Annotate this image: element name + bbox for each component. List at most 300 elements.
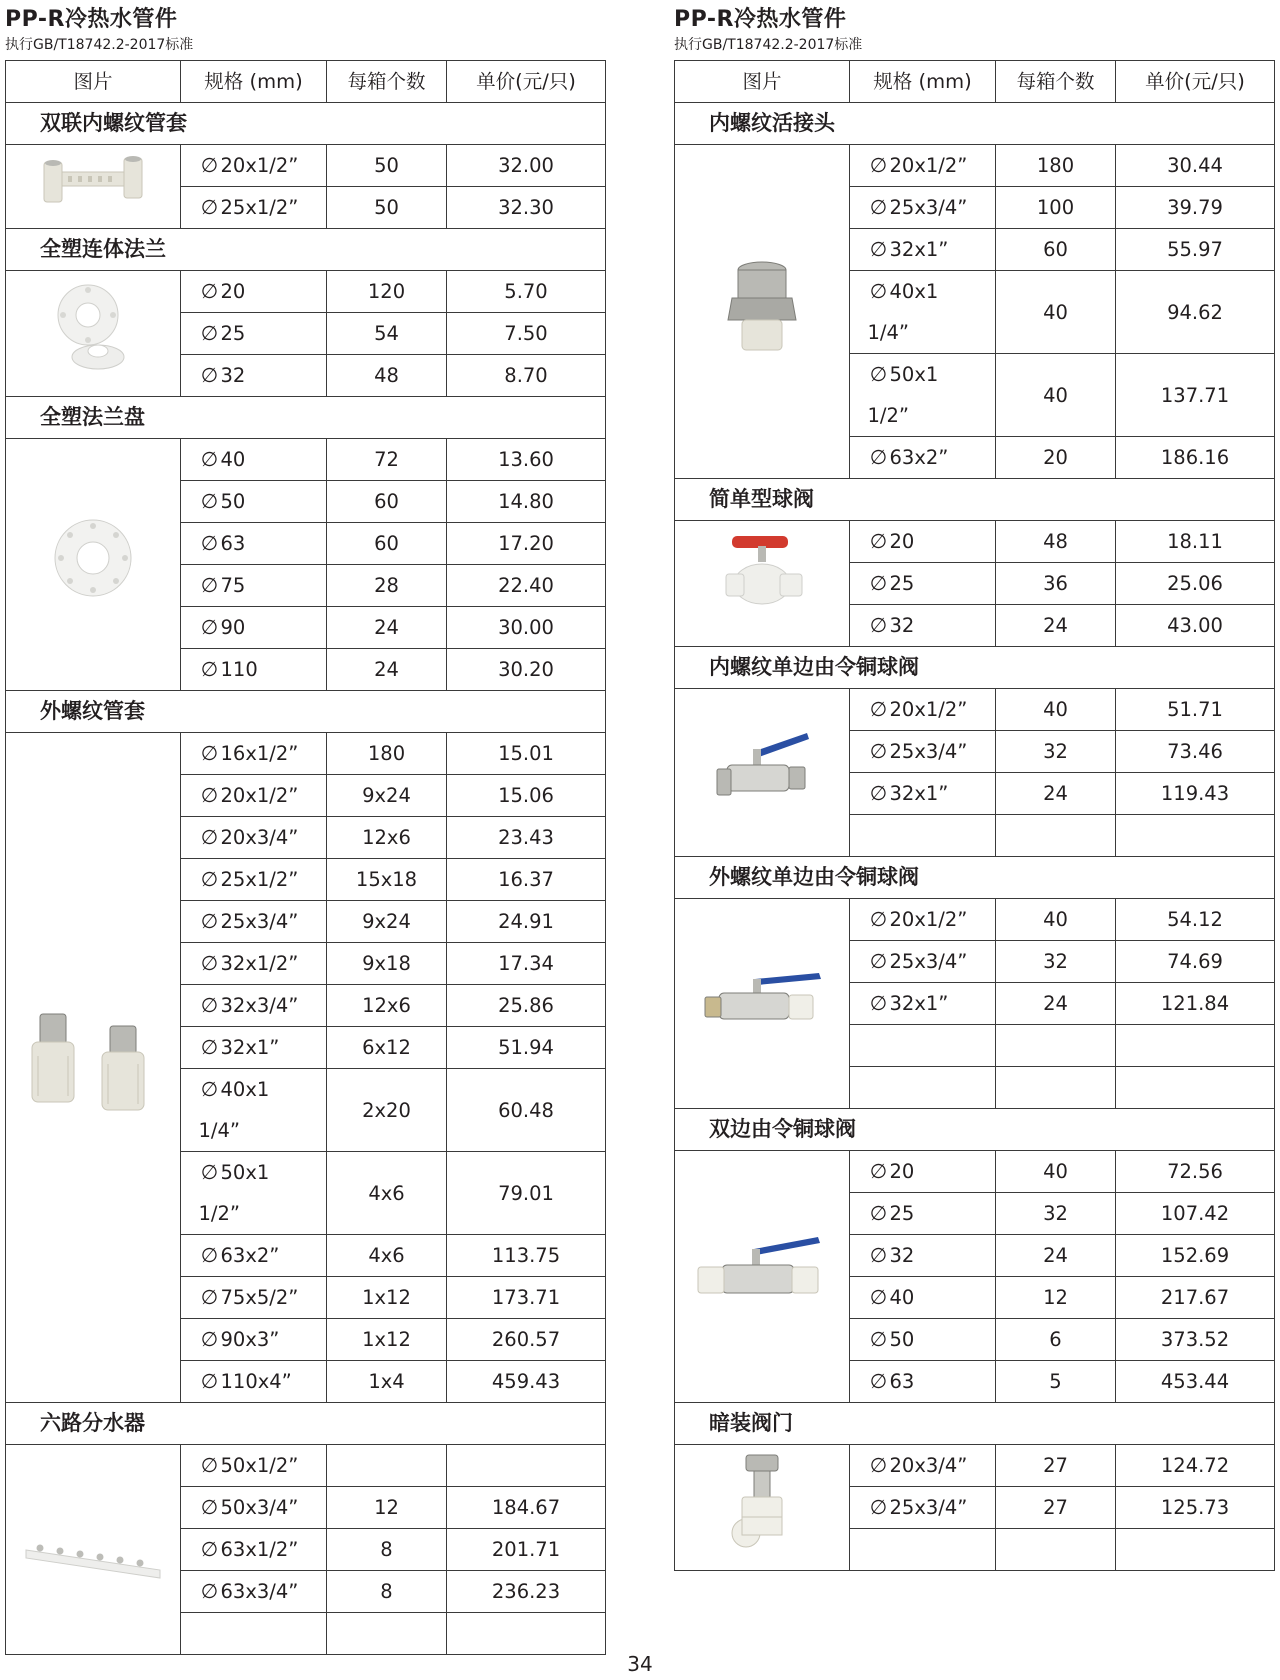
unit-price-cell: 72.56 [1116,1151,1275,1193]
spec-cell [850,689,996,731]
spec-value: 25 [889,572,915,595]
section-title: 双联内螺纹管套 [6,103,606,145]
spec-value: 50 [889,1328,915,1351]
spec-value: 50 [220,490,246,513]
section-title: 简单型球阀 [675,479,1275,521]
six-way-manifold-image [6,1498,180,1602]
unit-price-cell: 453.44 [1116,1361,1275,1403]
section-title: 外螺纹管套 [6,691,606,733]
spec-cell [181,733,327,775]
box-qty-cell: 4x6 [327,1152,447,1235]
spec-cell [850,1361,996,1403]
diameter-icon: ∅ [869,153,888,177]
unit-price-cell: 22.40 [447,565,606,607]
unit-price-cell: 8.70 [447,355,606,397]
section-row [6,103,606,145]
box-qty-cell: 180 [327,733,447,775]
table-row [675,689,1275,731]
diameter-icon: ∅ [869,949,888,973]
diameter-icon: ∅ [869,1453,888,1477]
box-qty-cell: 1x12 [327,1319,447,1361]
table-row [6,271,606,313]
section-title: 内螺纹活接头 [675,103,1275,145]
product-image-cell [675,689,850,857]
spec-value: 63x2” [889,446,949,469]
spec-value: 32x1” [889,992,949,1015]
spec-value: 90 [220,616,246,639]
unit-price-cell: 236.23 [447,1571,606,1613]
unit-price-cell: 30.20 [447,649,606,691]
box-qty-cell: 40 [996,689,1116,731]
diameter-icon: ∅ [869,1285,888,1309]
spec-cell [181,607,327,649]
diameter-icon: ∅ [200,657,219,681]
spec-value: 50x1 1/2” [198,1161,270,1225]
spec-value: 50x1/2” [220,1454,299,1477]
table-row [675,145,1275,187]
left-price-table [5,60,606,1655]
spec-cell [181,439,327,481]
spec-value: 90x3” [220,1328,280,1351]
column-header: 规格 (mm) [181,61,327,103]
diameter-icon: ∅ [869,739,888,763]
diameter-icon: ∅ [869,571,888,595]
spec-value: 75x5/2” [220,1286,299,1309]
unit-price-cell: 15.01 [447,733,606,775]
spec-cell [181,775,327,817]
spec-cell [850,1067,996,1109]
spec-cell [181,481,327,523]
diameter-icon: ∅ [200,1453,219,1477]
diameter-icon: ∅ [869,907,888,931]
section-row [6,229,606,271]
spec-cell [850,1235,996,1277]
table-row [6,439,606,481]
spec-value: 63 [220,532,246,555]
section-row [675,479,1275,521]
spec-value: 32x3/4” [220,994,299,1017]
section-row [675,647,1275,689]
diameter-icon: ∅ [200,1285,219,1309]
unit-price-cell: 43.00 [1116,605,1275,647]
column-header: 图片 [6,61,181,103]
diameter-icon: ∅ [200,1579,219,1603]
unit-price-cell: 51.94 [447,1027,606,1069]
section-title: 暗装阀门 [675,1403,1275,1445]
spec-cell [850,605,996,647]
diameter-icon: ∅ [200,867,219,891]
section-title: 内螺纹单边由令铜球阀 [675,647,1275,689]
diameter-icon: ∅ [869,991,888,1015]
box-qty-cell: 48 [327,355,447,397]
spec-value: 110 [220,658,258,681]
diameter-icon: ∅ [200,363,219,387]
diameter-icon: ∅ [869,1495,888,1519]
spec-cell [850,1487,996,1529]
product-image-cell [675,521,850,647]
box-qty-cell: 50 [327,145,447,187]
table-row [6,145,606,187]
diameter-icon: ∅ [200,489,219,513]
unit-price-cell: 25.06 [1116,563,1275,605]
table-header-row [675,61,1275,103]
box-qty-cell: 40 [996,354,1116,437]
box-qty-cell [996,1025,1116,1067]
box-qty-cell: 12x6 [327,985,447,1027]
unit-price-cell: 124.72 [1116,1445,1275,1487]
spec-cell [181,271,327,313]
spec-cell [181,355,327,397]
unit-price-cell: 17.34 [447,943,606,985]
spec-value: 20x3/4” [220,826,299,849]
diameter-icon: ∅ [200,447,219,471]
section-row [6,691,606,733]
unit-price-cell: 14.80 [447,481,606,523]
table-row [675,1151,1275,1193]
box-qty-cell: 50 [327,187,447,229]
male-single-union-brass-valve-image [675,957,849,1051]
spec-cell [850,773,996,815]
product-image-cell [6,1445,181,1655]
diameter-icon: ∅ [869,1369,888,1393]
unit-price-cell: 217.67 [1116,1277,1275,1319]
spec-value: 32x1/2” [220,952,299,975]
unit-price-cell: 13.60 [447,439,606,481]
column-header: 单价(元/只) [1116,61,1275,103]
spec-value: 32 [889,614,915,637]
spec-value: 63x3/4” [220,1580,299,1603]
diameter-icon: ∅ [869,237,888,261]
spec-value: 40x1 1/4” [867,280,939,344]
spec-cell [850,899,996,941]
table-row [675,899,1275,941]
box-qty-cell: 5 [996,1361,1116,1403]
unit-price-cell: 373.52 [1116,1319,1275,1361]
page-number: 34 [627,1652,653,1676]
section-title: 外螺纹单边由令铜球阀 [675,857,1275,899]
spec-value: 40 [220,448,246,471]
product-image-cell [675,1445,850,1571]
spec-value: 110x4” [220,1370,292,1393]
concealed-valve-image [675,1451,849,1565]
diameter-icon: ∅ [869,613,888,637]
unit-price-cell: 74.69 [1116,941,1275,983]
right-subtitle: 执行GB/T18742.2-2017标准 [674,37,863,53]
box-qty-cell: 8 [327,1529,447,1571]
spec-cell [181,859,327,901]
box-qty-cell: 54 [327,313,447,355]
spec-value: 25 [889,1202,915,1225]
spec-cell [850,1445,996,1487]
unit-price-cell: 25.86 [447,985,606,1027]
section-row [6,1403,606,1445]
spec-cell [850,145,996,187]
diameter-icon: ∅ [200,531,219,555]
diameter-icon: ∅ [200,321,219,345]
box-qty-cell: 24 [996,983,1116,1025]
box-qty-cell: 60 [327,481,447,523]
spec-value: 20x3/4” [889,1454,968,1477]
spec-value: 50x3/4” [220,1496,299,1519]
unit-price-cell: 54.12 [1116,899,1275,941]
box-qty-cell: 32 [996,941,1116,983]
box-qty-cell: 24 [327,649,447,691]
box-qty-cell [996,1067,1116,1109]
section-row [675,1403,1275,1445]
spec-value: 25x3/4” [889,950,968,973]
diameter-icon: ∅ [200,1160,219,1184]
unit-price-cell: 15.06 [447,775,606,817]
box-qty-cell [996,815,1116,857]
diameter-icon: ∅ [869,362,888,386]
spec-value: 32x1” [889,238,949,261]
spec-cell [181,145,327,187]
spec-value: 20x1/2” [889,154,968,177]
box-qty-cell: 4x6 [327,1235,447,1277]
left-title: PP-R冷热水管件 [5,7,178,32]
spec-cell [850,437,996,479]
spec-cell [181,817,327,859]
diameter-icon: ∅ [200,993,219,1017]
unit-price-cell: 119.43 [1116,773,1275,815]
spec-value: 63x2” [220,1244,280,1267]
box-qty-cell: 8 [327,1571,447,1613]
section-title: 六路分水器 [6,1403,606,1445]
product-image-cell [6,271,181,397]
spec-value: 32x1” [220,1036,280,1059]
spec-value: 63 [889,1370,915,1393]
spec-cell [850,941,996,983]
spec-cell [181,1571,327,1613]
spec-value: 63x1/2” [220,1538,299,1561]
unit-price-cell [1116,1025,1275,1067]
unit-price-cell: 51.71 [1116,689,1275,731]
section-row [675,103,1275,145]
unit-price-cell: 16.37 [447,859,606,901]
unit-price-cell: 73.46 [1116,731,1275,773]
unit-price-cell: 186.16 [1116,437,1275,479]
box-qty-cell: 100 [996,187,1116,229]
spec-cell [850,1193,996,1235]
box-qty-cell: 72 [327,439,447,481]
table-row [675,1445,1275,1487]
spec-cell [850,521,996,563]
product-image-cell [675,899,850,1109]
female-single-union-brass-valve-image [675,721,849,825]
unit-price-cell: 24.91 [447,901,606,943]
diameter-icon: ∅ [200,615,219,639]
unit-price-cell: 5.70 [447,271,606,313]
unit-price-cell: 121.84 [1116,983,1275,1025]
section-row [675,857,1275,899]
box-qty-cell [996,1529,1116,1571]
unit-price-cell: 125.73 [1116,1487,1275,1529]
diameter-icon: ∅ [200,1035,219,1059]
spec-value: 25x3/4” [889,196,968,219]
unit-price-cell: 79.01 [447,1152,606,1235]
spec-value: 20x1/2” [889,908,968,931]
section-title: 双边由令铜球阀 [675,1109,1275,1151]
unit-price-cell: 94.62 [1116,271,1275,354]
box-qty-cell: 36 [996,563,1116,605]
diameter-icon: ∅ [200,741,219,765]
product-image-cell [675,145,850,479]
product-image-cell [6,145,181,229]
unit-price-cell: 17.20 [447,523,606,565]
spec-cell [850,187,996,229]
table-row [6,733,606,775]
box-qty-cell: 32 [996,1193,1116,1235]
box-qty-cell [327,1613,447,1655]
spec-cell [181,1152,327,1235]
box-qty-cell: 24 [327,607,447,649]
box-qty-cell: 24 [996,605,1116,647]
diameter-icon: ∅ [869,781,888,805]
diameter-icon: ∅ [869,279,888,303]
spec-cell [181,1027,327,1069]
male-thread-socket-image [6,1006,180,1130]
section-row [675,1109,1275,1151]
box-qty-cell: 180 [996,145,1116,187]
unit-price-cell [1116,815,1275,857]
diameter-icon: ∅ [200,1327,219,1351]
diameter-icon: ∅ [869,195,888,219]
unit-price-cell [447,1613,606,1655]
spec-cell [850,229,996,271]
spec-cell [850,731,996,773]
spec-cell [181,985,327,1027]
spec-cell [181,1235,327,1277]
diameter-icon: ∅ [200,825,219,849]
box-qty-cell: 48 [996,521,1116,563]
diameter-icon: ∅ [200,1243,219,1267]
unit-price-cell: 152.69 [1116,1235,1275,1277]
spec-value: 32x1” [889,782,949,805]
box-qty-cell [327,1445,447,1487]
product-image-cell [675,1151,850,1403]
box-qty-cell: 2x20 [327,1069,447,1152]
spec-value: 20 [220,280,246,303]
box-qty-cell: 120 [327,271,447,313]
unit-price-cell: 107.42 [1116,1193,1275,1235]
box-qty-cell: 24 [996,1235,1116,1277]
box-qty-cell: 27 [996,1445,1116,1487]
spec-cell [181,187,327,229]
right-title: PP-R冷热水管件 [674,7,847,32]
box-qty-cell: 1x4 [327,1361,447,1403]
spec-cell [850,1277,996,1319]
unit-price-cell: 39.79 [1116,187,1275,229]
diameter-icon: ∅ [200,153,219,177]
box-qty-cell: 28 [327,565,447,607]
box-qty-cell: 60 [996,229,1116,271]
box-qty-cell: 60 [327,523,447,565]
diameter-icon: ∅ [869,529,888,553]
spec-value: 25x3/4” [220,910,299,933]
plastic-integrated-flange-image [6,277,180,391]
spec-value: 25 [220,322,246,345]
table-row [6,1445,606,1487]
spec-value: 50x1 1/2” [867,363,939,427]
right-price-table [674,60,1275,1571]
diameter-icon: ∅ [869,445,888,469]
box-qty-cell: 6 [996,1319,1116,1361]
unit-price-cell: 32.00 [447,145,606,187]
simple-ball-valve-image [675,532,849,636]
spec-cell [181,1529,327,1571]
diameter-icon: ∅ [200,195,219,219]
section-title: 全塑法兰盘 [6,397,606,439]
left-subtitle: 执行GB/T18742.2-2017标准 [5,37,194,53]
column-header: 单价(元/只) [447,61,606,103]
diameter-icon: ∅ [869,1243,888,1267]
spec-cell [181,1069,327,1152]
spec-value: 16x1/2” [220,742,299,765]
diameter-icon: ∅ [200,909,219,933]
diameter-icon: ∅ [200,1495,219,1519]
spec-value: 40 [889,1286,915,1309]
spec-cell [181,565,327,607]
spec-value: 32 [889,1244,915,1267]
box-qty-cell: 40 [996,899,1116,941]
box-qty-cell: 40 [996,271,1116,354]
spec-value: 25x3/4” [889,1496,968,1519]
diameter-icon: ∅ [200,1369,219,1393]
diameter-icon: ∅ [869,1327,888,1351]
spec-cell [850,983,996,1025]
spec-value: 20 [889,530,915,553]
spec-cell [850,1151,996,1193]
table-header-row [6,61,606,103]
unit-price-cell: 30.00 [447,607,606,649]
spec-value: 40x1 1/4” [198,1078,270,1142]
table-row [675,521,1275,563]
unit-price-cell: 23.43 [447,817,606,859]
column-header: 图片 [675,61,850,103]
unit-price-cell: 173.71 [447,1277,606,1319]
unit-price-cell: 55.97 [1116,229,1275,271]
diameter-icon: ∅ [869,1159,888,1183]
section-title: 全塑连体法兰 [6,229,606,271]
double-union-brass-valve-image [675,1225,849,1329]
spec-value: 25x1/2” [220,196,299,219]
box-qty-cell: 9x24 [327,901,447,943]
spec-value: 20 [889,1160,915,1183]
box-qty-cell: 20 [996,437,1116,479]
diameter-icon: ∅ [869,1201,888,1225]
spec-cell [181,313,327,355]
unit-price-cell [1116,1529,1275,1571]
spec-cell [181,1319,327,1361]
spec-value: 25x1/2” [220,868,299,891]
unit-price-cell: 459.43 [447,1361,606,1403]
unit-price-cell: 18.11 [1116,521,1275,563]
unit-price-cell: 184.67 [447,1487,606,1529]
spec-value: 20x1/2” [220,154,299,177]
spec-cell [181,1613,327,1655]
unit-price-cell: 260.57 [447,1319,606,1361]
diameter-icon: ∅ [869,697,888,721]
spec-cell [181,1445,327,1487]
double-female-thread-socket-image [6,150,180,224]
box-qty-cell: 1x12 [327,1277,447,1319]
box-qty-cell: 27 [996,1487,1116,1529]
unit-price-cell: 60.48 [447,1069,606,1152]
spec-cell [181,523,327,565]
unit-price-cell: 30.44 [1116,145,1275,187]
unit-price-cell: 113.75 [447,1235,606,1277]
box-qty-cell: 40 [996,1151,1116,1193]
